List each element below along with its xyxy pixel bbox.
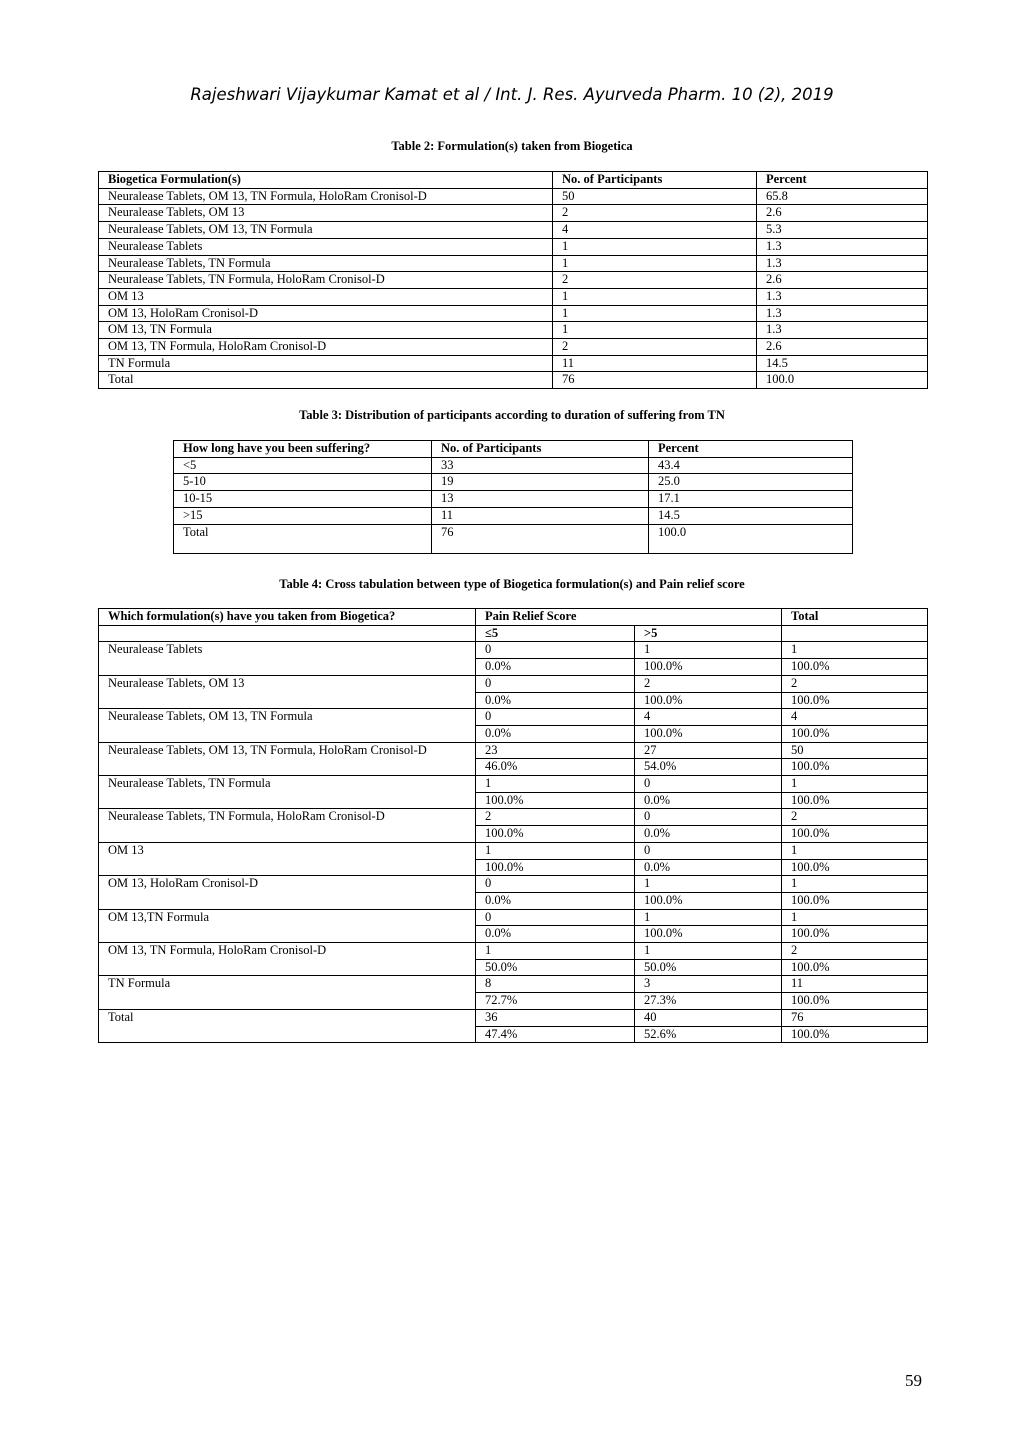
percent-cell: 0.0% bbox=[476, 659, 635, 676]
table-row bbox=[99, 876, 928, 893]
row-label: TN Formula bbox=[99, 976, 476, 993]
count-cell: 1 bbox=[476, 943, 635, 960]
percent-cell: 100.0% bbox=[476, 859, 635, 876]
table-cell: 43.4 bbox=[649, 457, 853, 474]
percent-cell: 100.0% bbox=[782, 692, 928, 709]
table-row bbox=[99, 372, 928, 389]
count-cell: 0 bbox=[635, 776, 782, 793]
table-cell: 1 bbox=[553, 305, 757, 322]
row-label-continuation bbox=[99, 659, 476, 676]
row-label: Total bbox=[99, 1009, 476, 1026]
percent-cell: 100.0% bbox=[782, 859, 928, 876]
row-label-continuation bbox=[99, 926, 476, 943]
table-cell: 2.6 bbox=[757, 205, 928, 222]
count-cell: 0 bbox=[476, 876, 635, 893]
table-row bbox=[99, 1009, 928, 1026]
row-label-continuation bbox=[99, 959, 476, 976]
count-cell: 40 bbox=[635, 1009, 782, 1026]
table-row bbox=[99, 675, 928, 692]
table-cell: 33 bbox=[432, 457, 649, 474]
table-row bbox=[99, 238, 928, 255]
table-cell: 1 bbox=[553, 238, 757, 255]
percent-cell: 100.0% bbox=[782, 826, 928, 843]
table-row bbox=[99, 976, 928, 993]
count-cell: 0 bbox=[476, 675, 635, 692]
count-cell: 0 bbox=[476, 709, 635, 726]
table2-col-formulation: Biogetica Formulation(s) bbox=[99, 172, 553, 189]
table-cell: 25.0 bbox=[649, 474, 853, 491]
table-cell: 1.3 bbox=[757, 255, 928, 272]
table-row bbox=[174, 507, 853, 524]
table-cell: 50 bbox=[553, 188, 757, 205]
table-cell: Total bbox=[99, 372, 553, 389]
table3-col-participants: No. of Participants bbox=[432, 441, 649, 458]
percent-cell: 100.0% bbox=[782, 792, 928, 809]
table4-header-row bbox=[99, 609, 928, 626]
table4-col-total: Total bbox=[782, 609, 928, 626]
percent-cell: 100.0% bbox=[782, 892, 928, 909]
count-cell: 1 bbox=[782, 776, 928, 793]
table4-col-gt5: >5 bbox=[635, 625, 782, 642]
count-cell: 2 bbox=[782, 675, 928, 692]
row-label: Neuralease Tablets, OM 13, TN Formula, HoloRam Cronisol-D bbox=[99, 742, 476, 759]
table-cell: 14.5 bbox=[757, 355, 928, 372]
table-row bbox=[99, 926, 928, 943]
table4-subheader-row bbox=[99, 625, 928, 642]
count-cell: 4 bbox=[782, 709, 928, 726]
table-row bbox=[99, 842, 928, 859]
count-cell: 1 bbox=[476, 776, 635, 793]
count-cell: 1 bbox=[476, 842, 635, 859]
table-row bbox=[174, 474, 853, 491]
table2-body bbox=[99, 188, 928, 388]
table-row bbox=[99, 222, 928, 239]
table-cell: Total bbox=[174, 524, 432, 553]
table2-col-participants: No. of Participants bbox=[553, 172, 757, 189]
count-cell: 0 bbox=[635, 842, 782, 859]
table-row bbox=[99, 943, 928, 960]
table-cell: OM 13, TN Formula bbox=[99, 322, 553, 339]
count-cell: 36 bbox=[476, 1009, 635, 1026]
table-cell: 1.3 bbox=[757, 238, 928, 255]
count-cell: 0 bbox=[635, 809, 782, 826]
percent-cell: 100.0% bbox=[476, 792, 635, 809]
count-cell: 0 bbox=[476, 642, 635, 659]
percent-cell: 100.0% bbox=[635, 692, 782, 709]
row-label: Neuralease Tablets, TN Formula bbox=[99, 776, 476, 793]
table-cell: 10-15 bbox=[174, 491, 432, 508]
table-row bbox=[99, 288, 928, 305]
table-row bbox=[99, 776, 928, 793]
row-label: Neuralease Tablets, OM 13 bbox=[99, 675, 476, 692]
table-cell: 2 bbox=[553, 272, 757, 289]
count-cell: 3 bbox=[635, 976, 782, 993]
table-row bbox=[99, 725, 928, 742]
table-row bbox=[99, 709, 928, 726]
table-row bbox=[99, 759, 928, 776]
table-cell: Neuralease Tablets, OM 13, TN Formula, HoloRam Cronisol-D bbox=[99, 188, 553, 205]
percent-cell: 100.0% bbox=[635, 725, 782, 742]
table-cell: 5-10 bbox=[174, 474, 432, 491]
table-cell: 100.0 bbox=[757, 372, 928, 389]
count-cell: 1 bbox=[782, 642, 928, 659]
table4 bbox=[98, 608, 928, 1043]
table3 bbox=[173, 440, 853, 554]
table-row bbox=[99, 792, 928, 809]
percent-cell: 0.0% bbox=[635, 792, 782, 809]
row-label-continuation bbox=[99, 892, 476, 909]
row-label: OM 13 bbox=[99, 842, 476, 859]
percent-cell: 0.0% bbox=[476, 692, 635, 709]
row-label: OM 13, TN Formula, HoloRam Cronisol-D bbox=[99, 943, 476, 960]
table-row bbox=[99, 892, 928, 909]
table4-subheader-empty bbox=[782, 625, 928, 642]
table-cell: 1 bbox=[553, 255, 757, 272]
table-row bbox=[99, 692, 928, 709]
table-cell: 14.5 bbox=[649, 507, 853, 524]
row-label-continuation bbox=[99, 859, 476, 876]
row-label-continuation bbox=[99, 1026, 476, 1043]
table-cell: 2.6 bbox=[757, 272, 928, 289]
row-label: Neuralease Tablets, OM 13, TN Formula bbox=[99, 709, 476, 726]
percent-cell: 100.0% bbox=[782, 993, 928, 1010]
count-cell: 27 bbox=[635, 742, 782, 759]
table-row bbox=[99, 642, 928, 659]
row-label: Neuralease Tablets bbox=[99, 642, 476, 659]
table3-col-percent: Percent bbox=[649, 441, 853, 458]
table4-caption: Table 4: Cross tabulation between type of Biogetica formulation(s) and Pain relief score bbox=[279, 577, 745, 591]
table-row bbox=[99, 993, 928, 1010]
table-cell: TN Formula bbox=[99, 355, 553, 372]
table-cell: 1 bbox=[553, 322, 757, 339]
count-cell: 1 bbox=[635, 642, 782, 659]
count-cell: 11 bbox=[782, 976, 928, 993]
row-label-continuation bbox=[99, 792, 476, 809]
table-cell: 65.8 bbox=[757, 188, 928, 205]
table-cell: 100.0 bbox=[649, 524, 853, 553]
table-cell: 1 bbox=[553, 288, 757, 305]
percent-cell: 100.0% bbox=[782, 659, 928, 676]
table-cell: Neuralease Tablets, TN Formula bbox=[99, 255, 553, 272]
page-number: 59 bbox=[905, 1371, 922, 1390]
table-row bbox=[99, 1026, 928, 1043]
row-label-continuation bbox=[99, 993, 476, 1010]
count-cell: 2 bbox=[635, 675, 782, 692]
table4-col-pain-relief-score: Pain Relief Score bbox=[476, 609, 782, 626]
percent-cell: 100.0% bbox=[782, 1026, 928, 1043]
count-cell: 1 bbox=[782, 909, 928, 926]
percent-cell: 100.0% bbox=[635, 892, 782, 909]
percent-cell: 100.0% bbox=[782, 926, 928, 943]
percent-cell: 0.0% bbox=[635, 826, 782, 843]
table-cell: Neuralease Tablets, OM 13, TN Formula bbox=[99, 222, 553, 239]
percent-cell: 52.6% bbox=[635, 1026, 782, 1043]
percent-cell: 100.0% bbox=[635, 926, 782, 943]
table4-col-formulation: Which formulation(s) have you taken from Biogetica? bbox=[99, 609, 476, 626]
table-cell: 11 bbox=[432, 507, 649, 524]
table3-caption: Table 3: Distribution of participants according to duration of suffering from TN bbox=[299, 408, 725, 422]
table2-col-percent: Percent bbox=[757, 172, 928, 189]
row-label-continuation bbox=[99, 826, 476, 843]
count-cell: 8 bbox=[476, 976, 635, 993]
table-row bbox=[99, 809, 928, 826]
count-cell: 50 bbox=[782, 742, 928, 759]
table-cell: >15 bbox=[174, 507, 432, 524]
percent-cell: 54.0% bbox=[635, 759, 782, 776]
table-cell: 4 bbox=[553, 222, 757, 239]
row-label-continuation bbox=[99, 759, 476, 776]
percent-cell: 100.0% bbox=[782, 759, 928, 776]
table-row bbox=[99, 742, 928, 759]
table-row bbox=[99, 659, 928, 676]
table-cell: 1.3 bbox=[757, 305, 928, 322]
table-cell: OM 13 bbox=[99, 288, 553, 305]
table-cell: 76 bbox=[432, 524, 649, 553]
row-label-continuation bbox=[99, 692, 476, 709]
table-row bbox=[99, 339, 928, 356]
count-cell: 1 bbox=[635, 943, 782, 960]
table-cell: 2 bbox=[553, 205, 757, 222]
percent-cell: 100.0% bbox=[782, 959, 928, 976]
count-cell: 2 bbox=[782, 809, 928, 826]
table-row bbox=[99, 909, 928, 926]
table-row bbox=[174, 491, 853, 508]
count-cell: 4 bbox=[635, 709, 782, 726]
row-label: OM 13,TN Formula bbox=[99, 909, 476, 926]
table-cell: 13 bbox=[432, 491, 649, 508]
table-row bbox=[99, 305, 928, 322]
table4-subheader-empty bbox=[99, 625, 476, 642]
table-cell: Neuralease Tablets bbox=[99, 238, 553, 255]
row-label: Neuralease Tablets, TN Formula, HoloRam Cronisol-D bbox=[99, 809, 476, 826]
table-cell: Neuralease Tablets, TN Formula, HoloRam Cronisol-D bbox=[99, 272, 553, 289]
table-row bbox=[99, 355, 928, 372]
percent-cell: 0.0% bbox=[476, 725, 635, 742]
table-cell: 11 bbox=[553, 355, 757, 372]
percent-cell: 100.0% bbox=[782, 725, 928, 742]
table-cell: OM 13, HoloRam Cronisol-D bbox=[99, 305, 553, 322]
table-cell: 2.6 bbox=[757, 339, 928, 356]
table2-caption: Table 2: Formulation(s) taken from Biogetica bbox=[391, 139, 633, 153]
percent-cell: 50.0% bbox=[635, 959, 782, 976]
percent-cell: 47.4% bbox=[476, 1026, 635, 1043]
table-cell: 1.3 bbox=[757, 288, 928, 305]
table3-col-duration: How long have you been suffering? bbox=[174, 441, 432, 458]
running-header: Rajeshwari Vijaykumar Kamat et al / Int. J. Res. Ayurveda Pharm. 10 (2), 2019 bbox=[190, 85, 834, 104]
table3-body bbox=[174, 457, 853, 553]
percent-cell: 100.0% bbox=[476, 826, 635, 843]
table-cell: 5.3 bbox=[757, 222, 928, 239]
count-cell: 1 bbox=[635, 909, 782, 926]
count-cell: 2 bbox=[476, 809, 635, 826]
table-row bbox=[174, 457, 853, 474]
table2 bbox=[98, 171, 928, 389]
table-cell: 76 bbox=[553, 372, 757, 389]
table-row bbox=[99, 205, 928, 222]
count-cell: 1 bbox=[782, 876, 928, 893]
percent-cell: 0.0% bbox=[476, 926, 635, 943]
table4-col-le5: ≤5 bbox=[476, 625, 635, 642]
table-cell: 1.3 bbox=[757, 322, 928, 339]
table-cell: <5 bbox=[174, 457, 432, 474]
count-cell: 1 bbox=[782, 842, 928, 859]
table-cell: 19 bbox=[432, 474, 649, 491]
count-cell: 2 bbox=[782, 943, 928, 960]
table-row bbox=[99, 272, 928, 289]
count-cell: 76 bbox=[782, 1009, 928, 1026]
percent-cell: 27.3% bbox=[635, 993, 782, 1010]
percent-cell: 50.0% bbox=[476, 959, 635, 976]
table3-header-row bbox=[174, 441, 853, 458]
table-row bbox=[99, 255, 928, 272]
table-cell: 17.1 bbox=[649, 491, 853, 508]
percent-cell: 46.0% bbox=[476, 759, 635, 776]
row-label: OM 13, HoloRam Cronisol-D bbox=[99, 876, 476, 893]
count-cell: 0 bbox=[476, 909, 635, 926]
count-cell: 23 bbox=[476, 742, 635, 759]
count-cell: 1 bbox=[635, 876, 782, 893]
percent-cell: 72.7% bbox=[476, 993, 635, 1010]
table-cell: OM 13, TN Formula, HoloRam Cronisol-D bbox=[99, 339, 553, 356]
table4-body bbox=[99, 642, 928, 1043]
row-label-continuation bbox=[99, 725, 476, 742]
table-row bbox=[99, 322, 928, 339]
percent-cell: 0.0% bbox=[635, 859, 782, 876]
table-row bbox=[99, 959, 928, 976]
table-cell: Neuralease Tablets, OM 13 bbox=[99, 205, 553, 222]
percent-cell: 0.0% bbox=[476, 892, 635, 909]
table2-header-row bbox=[99, 172, 928, 189]
table-row bbox=[99, 859, 928, 876]
percent-cell: 100.0% bbox=[635, 659, 782, 676]
table-row bbox=[174, 524, 853, 553]
table-row bbox=[99, 188, 928, 205]
table-row bbox=[99, 826, 928, 843]
table-cell: 2 bbox=[553, 339, 757, 356]
